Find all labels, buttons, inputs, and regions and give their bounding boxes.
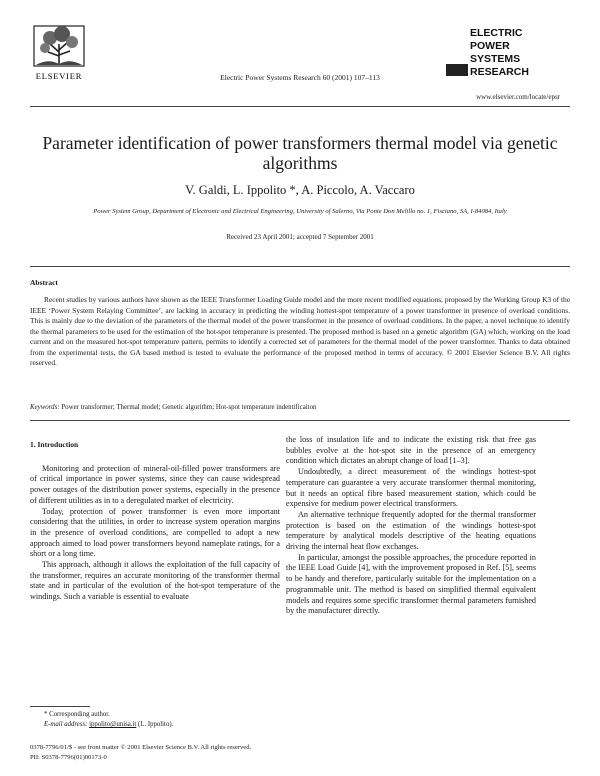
left-column	[30, 435, 280, 603]
elsevier-tree-icon	[34, 26, 84, 66]
body-paragraph: This approach, although it allows the exploitation of the full capacity of the transformer, requires an accurate monitoring of the transformer thermal state and in particular of the evolution of the hot-spot temperature of the windings. Such a variable is essential to evaluate	[30, 560, 280, 602]
body-paragraph: Monitoring and protection of mineral-oil-filled power transformers are of critical importance in power systems, since they can cause widespread power outages of the distribution power systems, especially in the presence of different utilities as in to a deregulated market of electricity.	[30, 463, 280, 505]
email-link[interactable]: ippolito@unisa.it	[89, 721, 137, 728]
corresponding-author-note: * Corresponding author.	[44, 711, 110, 718]
elsevier-logo	[30, 22, 88, 84]
email-owner: (L. Ippolito).	[138, 721, 174, 728]
header-divider	[30, 106, 570, 107]
body-paragraph: Undoubtedly, a direct measurement of the windings hottest-spot temperature can guarantee a very accurate transformer thermal monitoring, but it needs an optical fibre based measurement station, which could be expensive for medium power electrical transformers.	[286, 467, 536, 509]
keywords-label: Keywords:	[30, 404, 60, 411]
keywords-list: Power transformer; Thermal model; Genetic algorithm; Hot-spot temperature indentificaiton	[61, 404, 317, 411]
body-paragraph: In particular, amongst the possible approaches, the procedure reported in the IEEE Load Guide [4], with the improvement proposed in Ref. [5], seems to be handy and therefore, particularly suitable for the implementation on a programmable unit. The method is based on simplified thermal equivalent models and requires some specific transformer thermal parameters furnished by the manufacturer directly.	[286, 552, 536, 616]
footnote-divider	[30, 706, 90, 707]
received-dates: Received 23 April 2001; accepted 7 September 2001	[226, 233, 374, 241]
journal-logo	[440, 24, 562, 82]
author-list: V. Galdi, L. Ippolito *, A. Piccolo, A. Vaccaro	[185, 183, 415, 197]
elsevier-wordmark: ELSEVIER	[35, 71, 83, 81]
paper-title: Parameter identification of power transformers thermal model via genetic algorithms	[42, 133, 558, 173]
journal-logo-line-3: SYSTEMS	[470, 53, 521, 65]
abstract-top-divider	[30, 266, 570, 267]
right-column	[286, 435, 536, 617]
journal-citation: Electric Power Systems Research 60 (2001) 107–113	[220, 73, 380, 82]
abstract-text: Recent studies by various authors have shown as the IEEE Transformer Loading Guide model and the more recent modified equations, proposed by the Working Group K3 of the IEEE ‘Power System Relaying Committee’, are lacking in accuracy in predicting the winding hottest-spot temperature of a power transformer in presence of overload conditions. This is mainly due to the deviation of the parameters of the thermal model of the power transformer in the presence of overload conditions. In the paper, a novel technique to identify the thermal parameters to be used for the estimation of the hot-spot temperature is presented. The proposed method is based on a genetic algorithm (GA) which, working on the load current and on the measured hot-spot temperature pattern, permits to identify a corrected set of parameters for the thermal model of the power transformer. Thanks to data obtained from the experimental tests, the GA based method is tested to evaluate the performance of the proposed method in terms of accuracy. © 2001 Elsevier Science B.V. All rights reserved.	[30, 295, 570, 367]
email-label: E-mail address:	[44, 721, 88, 728]
body-paragraph: Today, protection of power transformer is even more important considering that the utilities, in order to increase system operation margins in the presence of overload conditions, are compelled to adopt a new approach aimed to load power transformers beyond nameplate ratings, for a short or a long time.	[30, 506, 280, 559]
affiliation: Power System Group, Department of Electronic and Electrical Engineering, University of Salerno, Via Ponte Don Melillo no. 1, Fisciano, SA, I-84084, Italy	[93, 208, 507, 215]
journal-logo-line-4: RESEARCH	[470, 66, 529, 78]
journal-website[interactable]: www.elsevier.com/locate/epsr	[476, 93, 560, 101]
section-heading: 1. Introduction	[30, 440, 79, 449]
body-paragraph: the loss of insulation life and to indicate the existing risk that free gas bubbles evolve at the hot-spot site in the presence of an emergency condition which dictates an abrupt change of load [1–3].	[286, 435, 536, 466]
body-paragraph: An alternative technique frequently adopted for the thermal transformer protection is based on the estimation of the windings hottest-spot temperature by analytical models descriptive of the heating equations driving the internal heat flow exchanges.	[286, 509, 536, 552]
keywords	[30, 404, 570, 411]
issn-line: 0378-7796/01/$ - see front matter © 2001 Elsevier Science B.V. All rights reserved.	[30, 744, 252, 751]
pii-line: PII: S0378-7796(01)00173-0	[30, 754, 107, 761]
abstract-bottom-divider	[30, 420, 570, 421]
abstract-heading: Abstract	[30, 278, 58, 287]
journal-logo-line-2: POWER	[470, 40, 510, 52]
publisher-footer	[30, 743, 390, 763]
journal-logo-line-1: ELECTRIC	[470, 27, 523, 39]
footnote	[30, 710, 290, 730]
